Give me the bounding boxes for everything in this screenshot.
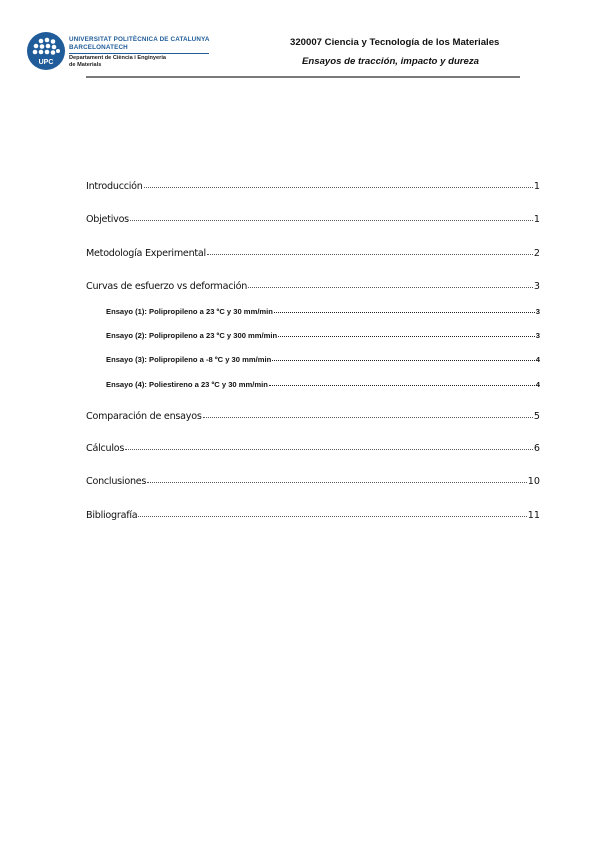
university-brand: BARCELONATECH — [69, 44, 128, 51]
document-subtitle: Ensayos de tracción, impacto y dureza — [302, 56, 480, 67]
toc-dot-leader — [207, 250, 533, 255]
toc-dot-leader — [125, 445, 533, 450]
toc-entry-label: Bibliografía — [86, 510, 138, 521]
toc-page-number: 11 — [527, 510, 540, 521]
header-divider — [86, 76, 520, 78]
toc-entry[interactable] — [86, 248, 540, 259]
course-title: 320007 Ciencia y Tecnología de los Materiales — [290, 37, 500, 48]
toc-entry-label: Comparación de ensayos — [86, 411, 202, 422]
toc-dot-leader — [144, 183, 533, 188]
toc-entry-label: Curvas de esfuerzo vs deformación — [86, 281, 248, 292]
toc-dot-leader — [203, 413, 533, 418]
university-name: UNIVERSITAT POLITÈCNICA DE CATALUNYA — [69, 36, 210, 43]
toc-entry[interactable] — [86, 281, 540, 292]
toc-page-number: 4 — [535, 355, 540, 364]
toc-entry[interactable] — [86, 214, 540, 225]
toc-subentry[interactable] — [106, 355, 540, 364]
toc-page-number: 4 — [535, 380, 540, 389]
toc-subentry[interactable] — [106, 380, 540, 389]
toc-page-number: 2 — [533, 248, 540, 259]
toc-dot-leader — [130, 216, 533, 221]
upc-logo — [27, 32, 217, 72]
toc-page-number: 1 — [533, 214, 540, 225]
toc-dot-leader — [138, 512, 526, 517]
upc-logo-icon — [27, 32, 65, 70]
toc-entry-label: Ensayo (3): Polipropileno a -8 ºC y 30 mm/min — [106, 355, 272, 364]
upc-badge-text: UPC — [38, 59, 54, 66]
logo-divider — [69, 53, 209, 54]
toc-entry-label: Cálculos — [86, 443, 125, 454]
toc-entry[interactable] — [86, 510, 540, 521]
toc-entry-label: Objetivos — [86, 214, 129, 225]
toc-page-number: 3 — [533, 281, 540, 292]
toc-page-number: 1 — [533, 181, 540, 192]
toc-entry-label: Ensayo (4): Poliestireno a 23 ºC y 30 mm/min — [106, 380, 268, 389]
toc-page-number: 10 — [527, 476, 540, 487]
toc-subentry[interactable] — [106, 331, 540, 340]
toc-entry[interactable] — [86, 443, 540, 454]
toc-entry-label: Ensayo (2): Polipropileno a 23 ºC y 300 mm/min — [106, 331, 278, 340]
department-name-line2: de Materials — [69, 61, 102, 68]
upc-dots-graphic — [27, 32, 65, 70]
toc-dot-leader — [272, 356, 535, 361]
toc-dot-leader — [248, 283, 533, 288]
toc-page-number: 5 — [533, 411, 540, 422]
toc-page-number: 3 — [535, 307, 540, 316]
toc-entry[interactable] — [86, 411, 540, 422]
toc-subentry[interactable] — [106, 307, 540, 316]
toc-dot-leader — [147, 478, 527, 483]
toc-entry[interactable] — [86, 476, 540, 487]
toc-entry[interactable] — [86, 181, 540, 192]
toc-page-number: 3 — [535, 331, 540, 340]
toc-dot-leader — [278, 332, 535, 337]
toc-dot-leader — [269, 381, 535, 386]
toc-entry-label: Metodología Experimental — [86, 248, 206, 259]
toc-entry-label: Ensayo (1): Polipropileno a 23 ºC y 30 mm/min — [106, 307, 273, 316]
toc-entry-label: Introducción — [86, 181, 143, 192]
toc-entry-label: Conclusiones — [86, 476, 147, 487]
toc-page-number: 6 — [533, 443, 540, 454]
toc-dot-leader — [274, 308, 535, 313]
department-name-line1: Departament de Ciència i Enginyeria — [69, 55, 166, 61]
page-header — [22, 28, 520, 80]
